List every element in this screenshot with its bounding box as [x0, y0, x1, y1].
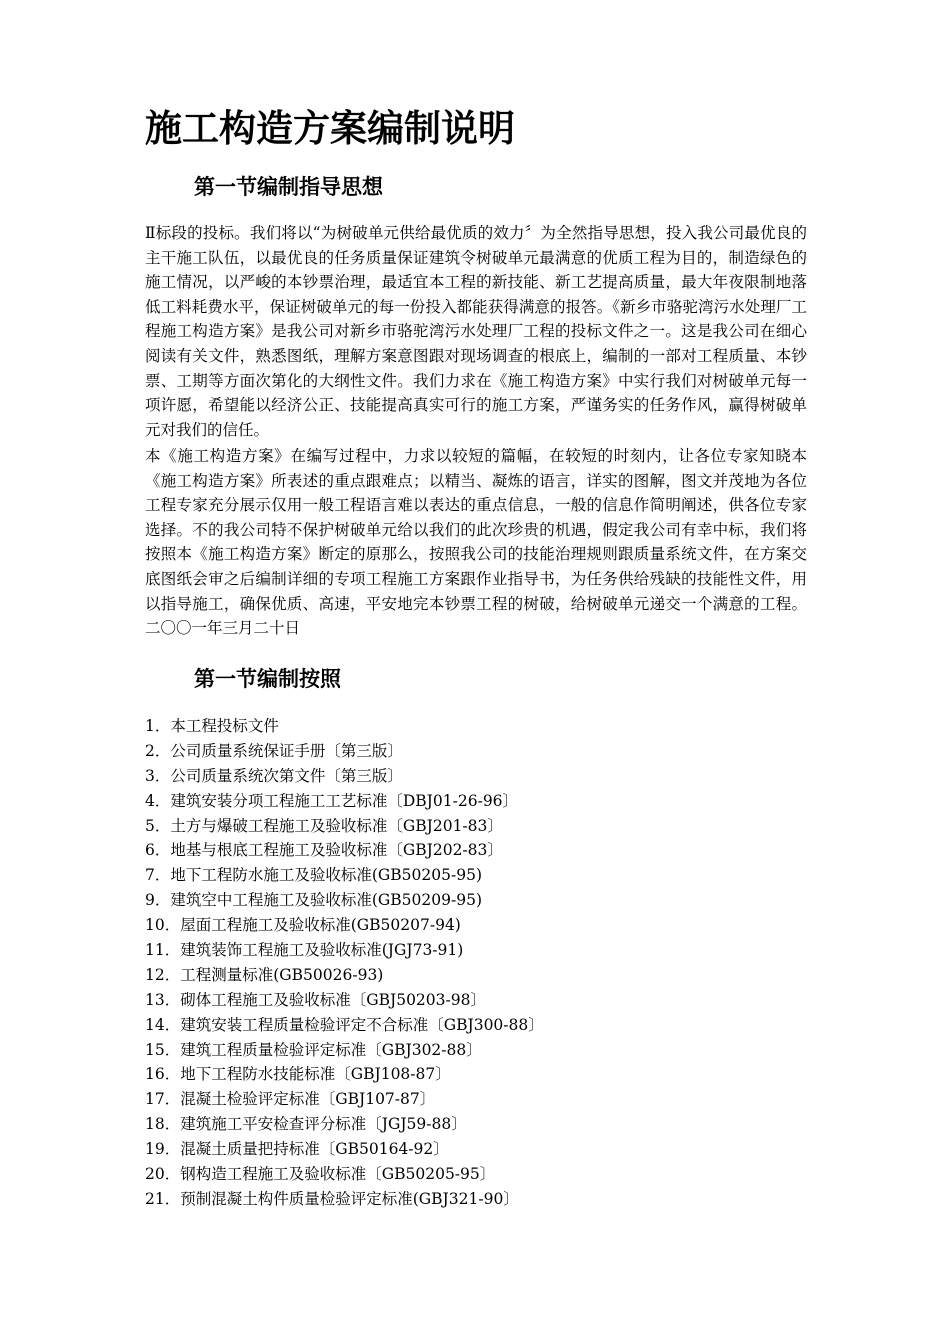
list-item: 7．地下工程防水施工及验收标准(GB50205-95): [145, 866, 482, 885]
list-item: 17．混凝土检验评定标准〔GBJ107-87〕: [145, 1090, 436, 1109]
paragraph-guiding-ideas-1: Ⅱ标段的投标。我们将以“为树破单元供给最优质的效力〞为全然指导思想，投入我公司最优良的主干施工队伍，以最优良的任务质量保证建筑令树破单元最满意的优质工程为目的，制造绿色的施工情况，以严峻的本钞票治理，最适宜本工程的新技能、新工艺提高质量，最大年夜限制地落低工料耗费水平，保证树破单元的每一份投入都能获得满意的报答。《新乡市骆驼湾污水处理厂工程施工构造方案》是我公司对新乡市骆驼湾污水处理厂工程的投标文件之一。这是我公司在细心阅读有关文件，熟悉图纸，理解方案意图跟对现场调查的根底上，编制的一部对工程质量、本钞票、工期等方面次第化的大纲性文件。我们力求在《施工构造方案》中实行我们对树破单元每一项许愿，希望能以经济公正、技能提高真实可行的施工方案，严谨务实的任务作风，赢得树破单元对我们的信任。: [145, 224, 807, 439]
list-item: 16．地下工程防水技能标准〔GBJ108-87〕: [145, 1065, 451, 1084]
list-item: 20．钢构造工程施工及验收标准〔GB50205-95〕: [145, 1165, 496, 1184]
list-item: 14．建筑安装工程质量检验评定不合标准〔GBJ300-88〕: [145, 1015, 544, 1034]
document-title: 施工构造方案编制说明: [145, 106, 515, 150]
list-item: 3．公司质量系统次第文件〔第三版〕: [145, 766, 403, 785]
list-item: 12．工程测量标准(GB50026-93): [145, 965, 384, 984]
section-heading-guiding-ideas: 第一节编制指导思想: [194, 174, 383, 199]
list-item: 1．本工程投标文件: [145, 717, 279, 735]
list-item: 13．砌体工程施工及验收标准〔GBJ50203-98〕: [145, 990, 486, 1009]
list-item: 10．屋面工程施工及验收标准(GB50207-94): [145, 916, 461, 935]
list-item: 11．建筑装饰工程施工及验收标准(JGJ73-91): [145, 941, 464, 960]
reference-list: [145, 714, 807, 1212]
list-item: 2．公司质量系统保证手册〔第三版〕: [145, 741, 403, 760]
list-item: 21．预制混凝土构件质量检验评定标准(GBJ321-90〕: [145, 1189, 519, 1208]
list-item: 18．建筑施工平安检查评分标准〔JGJ59-88〕: [145, 1115, 467, 1134]
list-item: 15．建筑工程质量检验评定标准〔GBJ302-88〕: [145, 1040, 482, 1059]
list-item: 19．混凝土质量把持标准〔GB50164-92〕: [145, 1140, 449, 1159]
list-item: 5．土方与爆破工程施工及验收标准〔GBJ201-83〕: [145, 816, 503, 835]
list-item: 9．建筑空中工程施工及验收标准(GB50209-95): [145, 891, 482, 910]
paragraph-guiding-ideas-2: 本《施工构造方案》在编写过程中，力求以较短的篇幅，在较短的时刻内，让各位专家知晓本《施工构造方案》所表述的重点跟难点；以精当、凝炼的语言，详实的图解，图文并茂地为各位工程专家充分展示仅用一般工程语言难以表达的重点信息，一般的信息作简明阐述，供各位专家选择。不的我公司特不保护树破单元给以我们的此次珍贵的机遇，假定我公司有幸中标，我们将按照本《施工构造方案》断定的原那么，按照我公司的技能治理规则跟质量系统文件，在方案交底图纸会审之后编制详细的专项工程施工方案跟作业指导书，为任务供给残缺的技能性文件，用以指导施工，确保优质、高速，平安地完本钞票工程的树破，给树破单元递交一个满意的工程。二〇〇一年三月二十日: [145, 447, 807, 638]
section-heading-basis: 第一节编制按照: [194, 666, 341, 691]
list-item: 4．建筑安装分项工程施工工艺标准〔DBJ01-26-96〕: [145, 791, 519, 810]
list-item: 6．地基与根底工程施工及验收标准〔GBJ202-83〕: [145, 841, 503, 860]
